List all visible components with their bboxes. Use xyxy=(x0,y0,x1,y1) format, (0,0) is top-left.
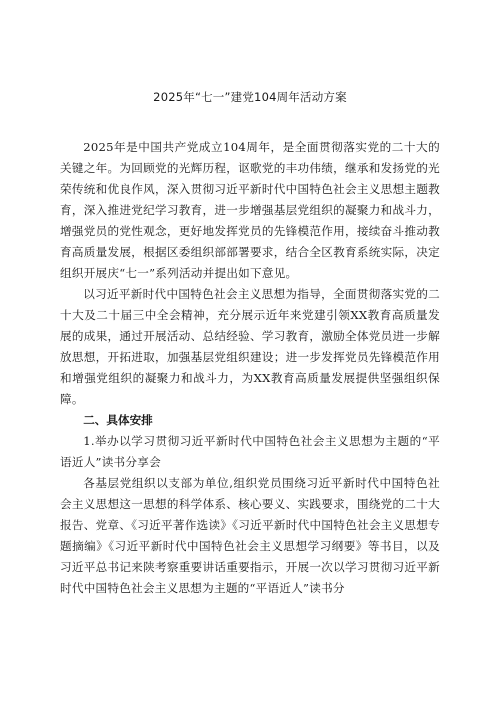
section-heading: 二、具体安排 xyxy=(83,413,153,427)
item-heading: 1.举办以学习贯彻习近平新时代中国特色社会主义思想为主题的“平语近人”读书分享会 xyxy=(60,434,440,469)
intro-paragraph: 2025年是中国共产党成立104周年，是全面贯彻落实党的二十大的关键之年。为回顾党的光辉历程，讴歌党的丰功伟绩，继承和发扬党的光荣传统和优良作风，深入贯彻习近平新时代中国特色社会主义思想主题教育，深入推进党纪学习教育，进一步增强基层党组织的凝聚力和战斗力，增强党员的党性观念，更好地发挥党员的先锋模范作用，接续奋斗推动教育高质量发展，根据区委组织部部署要求，结合全区教育系统实际，决定组织开展庆“七一”系列活动并提出如下意见。 xyxy=(60,140,440,280)
document-title: 2025年“七一”建党104周年活动方案 xyxy=(153,90,347,104)
guiding-paragraph: 以习近平新时代中国特色社会主义思想为指导，全面贯彻落实党的二十大及二十届三中全会精神，充分展示近年来党建引领XX教育高质量发展的成果，通过开展活动、总结经验、学习教育，激励全体党员进一步解放思想，开拓进取，加强基层党组织建设；进一步发挥党员先锋模范作用和增强党组织的凝聚力和战斗力，为XX教育高质量发展提供坚强组织保障。 xyxy=(60,287,440,406)
item-paragraph: 各基层党组织以支部为单位,组织党员围绕习近平新时代中国特色社会主义思想这一思想的科学体系、核心要义、实践要求，围绕党的二十大报告、党章、《习近平著作选读》《习近平新时代中国特色社会主义思想专题摘编》《习近平新时代中国特色社会主义思想学习纲要》等书目，以及习近平总书记来陕考察重要讲话重要指示，开展一次以学习贯彻习近平新时代中国特色社会主义思想为主题的“平语近人”读书分 xyxy=(60,476,440,595)
